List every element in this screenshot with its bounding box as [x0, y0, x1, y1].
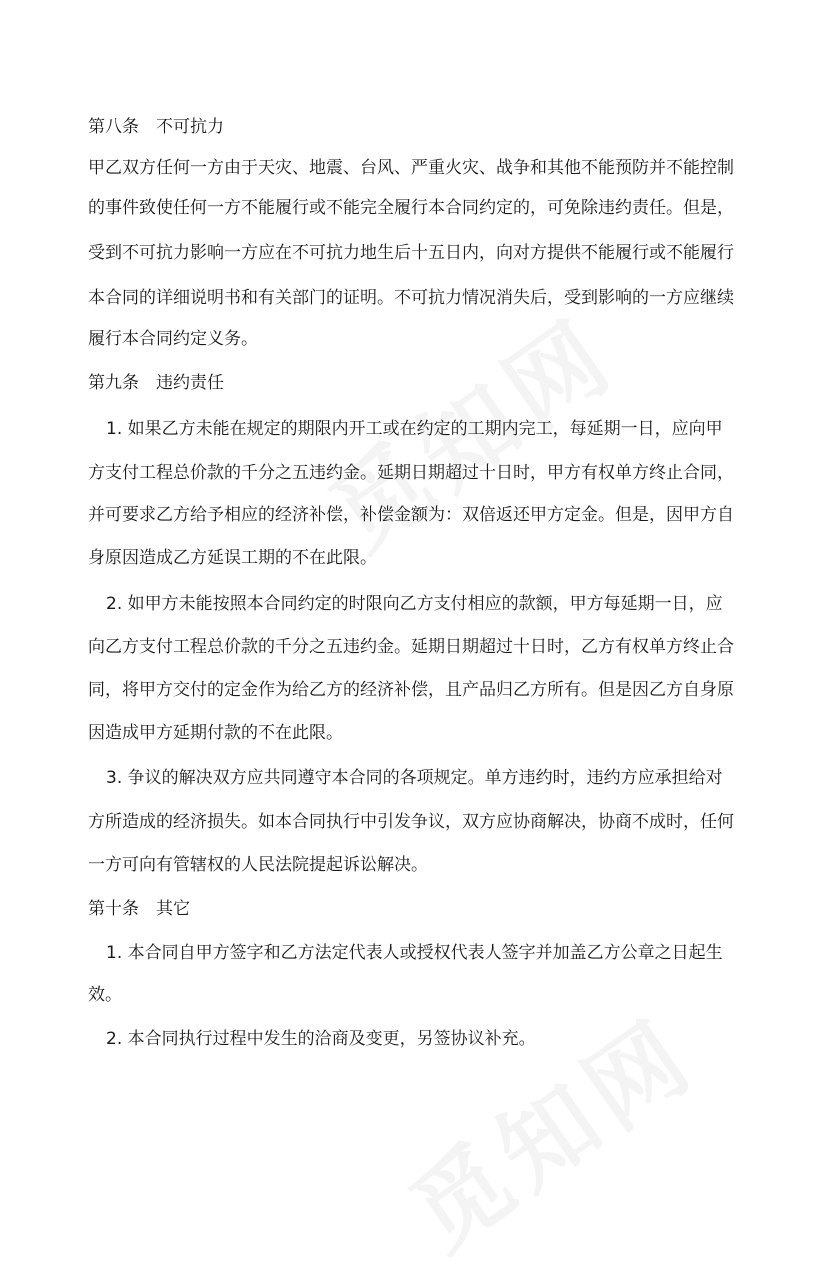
- clause-line: 身原因造成乙方延误工期的不在此限。: [88, 548, 377, 568]
- clause-line: 方所造成的经济损失。如本合同执行中引发争议，双方应协商解决，协商不成时，任何: [88, 812, 734, 832]
- clause-line: 同，将甲方交付的定金作为给乙方的经济补偿，且产品归乙方所有。但是因乙方自身原: [88, 680, 734, 700]
- clause-line: 方支付工程总价款的千分之五违约金。延期日期超过十日时，甲方有权单方终止合同，: [88, 463, 734, 483]
- clause-line: 2. 如甲方未能按照本合同约定的时限向乙方支付相应的款额，甲方每延期一日，应: [106, 594, 723, 614]
- clause-line: 2. 本合同执行过程中发生的洽商及变更，另签协议补充。: [106, 1029, 536, 1049]
- paragraph-line: 履行本合同约定义务。: [88, 329, 258, 349]
- paragraph-line: 甲乙双方任何一方由于天灾、地震、台风、严重火灾、战争和其他不能预防并不能控制: [88, 158, 734, 178]
- clause-line: 因造成甲方延期付款的不在此限。: [88, 723, 343, 743]
- clause-line: 3. 争议的解决双方应共同遵守本合同的各项规定。单方违约时，违约方应承担给对: [106, 768, 723, 788]
- clause-line: 向乙方支付工程总价款的千分之五违约金。延期日期超过十日时，乙方有权单方终止合: [88, 637, 734, 657]
- clause-line: 一方可向有管辖权的人民法院提起诉讼解决。: [88, 855, 428, 875]
- paragraph-line: 本合同的详细说明书和有关部门的证明。不可抗力情况消失后，受到影响的一方应继续: [88, 288, 734, 308]
- section-heading-8: 第八条 不可抗力: [88, 117, 224, 137]
- section-heading-10: 第十条 其它: [88, 899, 190, 919]
- clause-line: 并可要求乙方给予相应的经济补偿，补偿金额为：双倍返还甲方定金。但是，因甲方自: [88, 505, 734, 525]
- section-heading-9: 第九条 违约责任: [88, 373, 224, 393]
- clause-line: 1. 本合同自甲方签字和乙方法定代表人或授权代表人签字并加盖乙方公章之日起生: [106, 943, 723, 963]
- clause-line: 效。: [88, 985, 122, 1005]
- paragraph-line: 受到不可抗力影响一方应在不可抗力地生后十五日内，向对方提供不能履行或不能履行: [88, 243, 734, 263]
- paragraph-line: 的事件致使任何一方不能履行或不能完全履行本合同约定的，可免除违约责任。但是，: [88, 198, 734, 218]
- watermark: [379, 981, 718, 1276]
- clause-line: 1. 如果乙方未能在规定的期限内开工或在约定的工期内完工，每延期一日，应向甲: [106, 419, 723, 439]
